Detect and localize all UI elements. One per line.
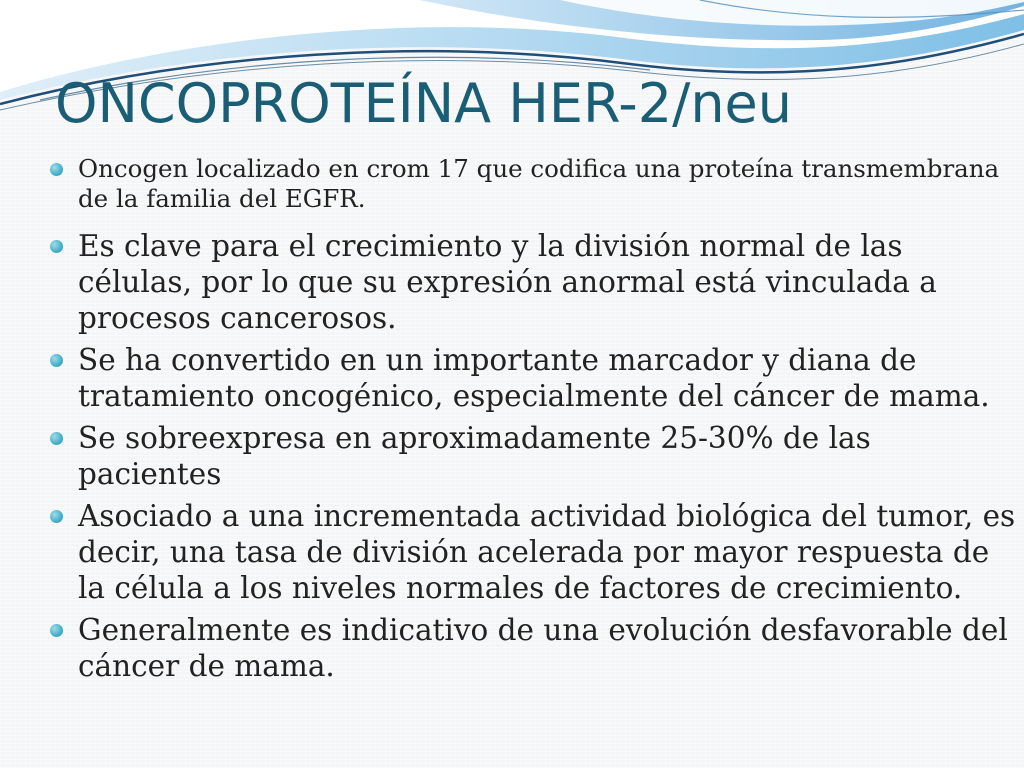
bullet-item — [42, 228, 1017, 336]
bullet-item — [42, 420, 1017, 492]
bullet-dot-icon — [50, 354, 63, 367]
bullet-dot-icon — [50, 510, 63, 523]
bullet-text: Se ha convertido en un importante marcador y diana de tratamiento oncogénico, especialmente del cáncer de mama. — [78, 343, 990, 413]
slide-title: ONCOPROTEÍNA HER-2/neu — [55, 72, 792, 135]
bullet-dot-icon — [50, 432, 63, 445]
bullet-text: Es clave para el crecimiento y la división normal de las células, por lo que su expresión anormal está vinculada a procesos cancerosos. — [78, 229, 937, 335]
bullet-dot-icon — [50, 240, 63, 253]
bullet-dot-icon — [50, 624, 63, 637]
bullet-item — [42, 612, 1017, 684]
bullet-text: Asociado a una incrementada actividad biológica del tumor, es decir, una tasa de división acelerada por mayor respuesta de la célula a los niveles normales de factores de crecimiento. — [78, 499, 1016, 605]
bullet-item — [42, 498, 1017, 606]
bullet-item — [42, 342, 1017, 414]
bullet-dot-icon — [50, 163, 63, 176]
bullet-text: Se sobreexpresa en aproximadamente 25-30% de las pacientes — [78, 421, 871, 491]
bullet-text: Generalmente es indicativo de una evolución desfavorable del cáncer de mama. — [78, 613, 1008, 683]
bullet-item — [42, 154, 1017, 214]
bullet-list — [42, 154, 1017, 690]
bullet-text: Oncogen localizado en crom 17 que codifica una proteína transmembrana de la familia del EGFR. — [78, 154, 1000, 213]
